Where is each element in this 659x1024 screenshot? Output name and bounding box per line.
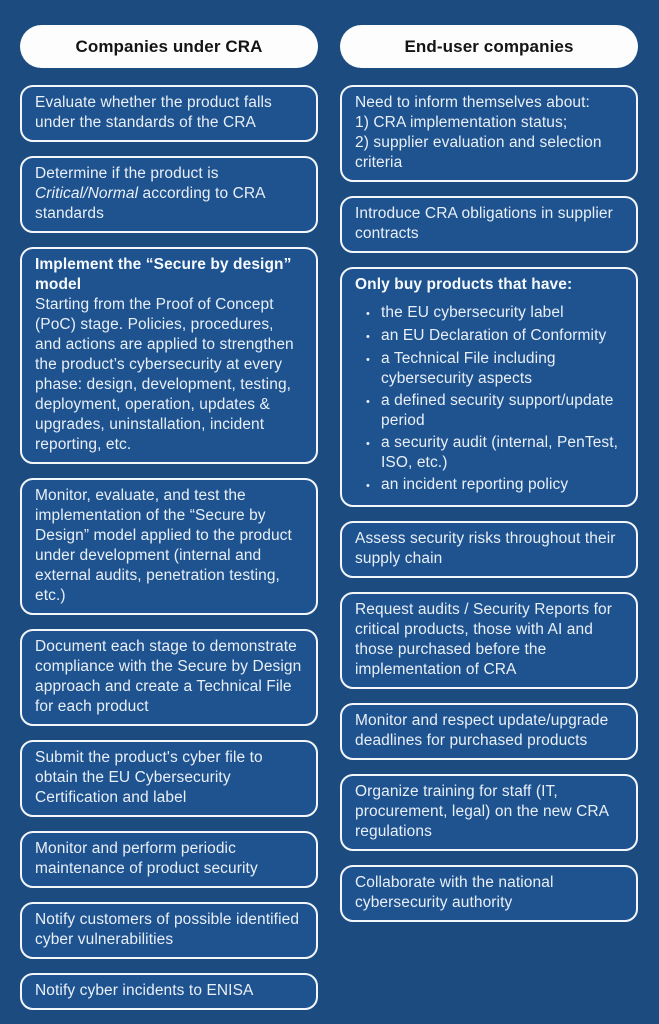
task-text: Introduce CRA obligations in supplier contracts <box>355 205 613 242</box>
task-text: Monitor and respect update/upgrade deadlines for purchased products <box>355 712 609 749</box>
list-item <box>366 391 624 431</box>
task-text: Evaluate whether the product falls under the standards of the CRA <box>35 94 272 131</box>
bullet-icon: • <box>366 438 370 450</box>
task-text-italic: Critical/Normal <box>35 185 139 202</box>
list-item-text: the EU cybersecurity label <box>381 304 564 321</box>
task-card-periodic-maintenance <box>20 831 318 888</box>
column-header-label: End-user companies <box>404 36 574 56</box>
task-text-line: Need to inform themselves about: <box>355 94 590 111</box>
task-card-only-buy-products <box>340 267 638 507</box>
bullet-icon: • <box>366 396 370 408</box>
task-text: Notify customers of possible identified cyber vulnerabilities <box>35 911 300 948</box>
task-heading: Only buy products that have: <box>355 276 573 293</box>
task-text: according to CRA standards <box>35 185 265 222</box>
list-item-text: a defined security support/update period <box>381 392 614 429</box>
list-item-text: an incident reporting policy <box>381 476 569 493</box>
list-item <box>366 349 624 389</box>
task-text: Submit the product's cyber file to obtain the EU Cybersecurity Certification and label <box>35 749 263 806</box>
task-card-submit-cyber-file <box>20 740 318 817</box>
task-text: Determine if the product is <box>35 165 219 182</box>
task-card-determine-critical-normal <box>20 156 318 233</box>
task-card-request-audits <box>340 592 638 689</box>
task-card-notify-enisa <box>20 973 318 1010</box>
header-pill-companies-under-cra <box>20 25 318 68</box>
task-card-supplier-contracts <box>340 196 638 253</box>
bullet-icon: • <box>366 354 370 366</box>
list-item <box>366 326 624 347</box>
task-card-notify-customers <box>20 902 318 959</box>
task-text: Notify cyber incidents to ENISA <box>35 982 254 999</box>
task-text: Document each stage to demonstrate compliance with the Secure by Design approach and create a Technical File for each product <box>35 638 302 715</box>
task-card-organize-training <box>340 774 638 851</box>
list-item-text: a Technical File including cybersecurity aspects <box>381 350 556 387</box>
requirements-list <box>355 303 624 496</box>
task-card-inform-themselves <box>340 85 638 182</box>
list-item-text: a security audit (internal, PenTest, ISO, etc.) <box>381 434 619 471</box>
task-card-collaborate-authority <box>340 865 638 922</box>
column-header-label: Companies under CRA <box>75 36 263 56</box>
header-pill-end-user-companies <box>340 25 638 68</box>
task-text: Collaborate with the national cybersecurity authority <box>355 874 554 911</box>
task-heading: Implement the “Secure by design” model <box>35 256 292 293</box>
bullet-icon: • <box>366 308 370 320</box>
task-card-evaluate-product <box>20 85 318 142</box>
list-item <box>366 303 624 324</box>
bullet-icon: • <box>366 480 370 492</box>
task-text: Request audits / Security Reports for critical products, those with AI and those purchased before the implementation of CRA <box>355 601 612 678</box>
list-item <box>366 433 624 473</box>
list-item <box>366 475 624 496</box>
column-companies-under-cra <box>20 25 318 1024</box>
task-text-line: 2) supplier evaluation and selection criteria <box>355 134 602 171</box>
task-text-line: 1) CRA implementation status; <box>355 114 568 131</box>
task-text: Starting from the Proof of Concept (PoC) stage. Policies, procedures, and actions are applied to strengthen the product’s cybersecurity at every phase: design, development, testing, deployment, operation, updates & upgrades, uninstallation, incident reporting, etc. <box>35 296 294 453</box>
task-card-document-each-stage <box>20 629 318 726</box>
task-text: Monitor, evaluate, and test the implementation of the “Secure by Design” model applied to the product under development (internal and external audits, penetration testing, etc.) <box>35 487 292 604</box>
task-text: Assess security risks throughout their supply chain <box>355 530 616 567</box>
bullet-icon: • <box>366 331 370 343</box>
task-card-assess-supply-chain <box>340 521 638 578</box>
task-text: Organize training for staff (IT, procurement, legal) on the new CRA regulations <box>355 783 609 840</box>
task-card-secure-by-design <box>20 247 318 464</box>
column-end-user-companies <box>340 25 638 1024</box>
task-card-update-deadlines <box>340 703 638 760</box>
task-text: Monitor and perform periodic maintenance of product security <box>35 840 258 877</box>
list-item-text: an EU Declaration of Conformity <box>381 327 607 344</box>
task-card-monitor-evaluate-test <box>20 478 318 615</box>
